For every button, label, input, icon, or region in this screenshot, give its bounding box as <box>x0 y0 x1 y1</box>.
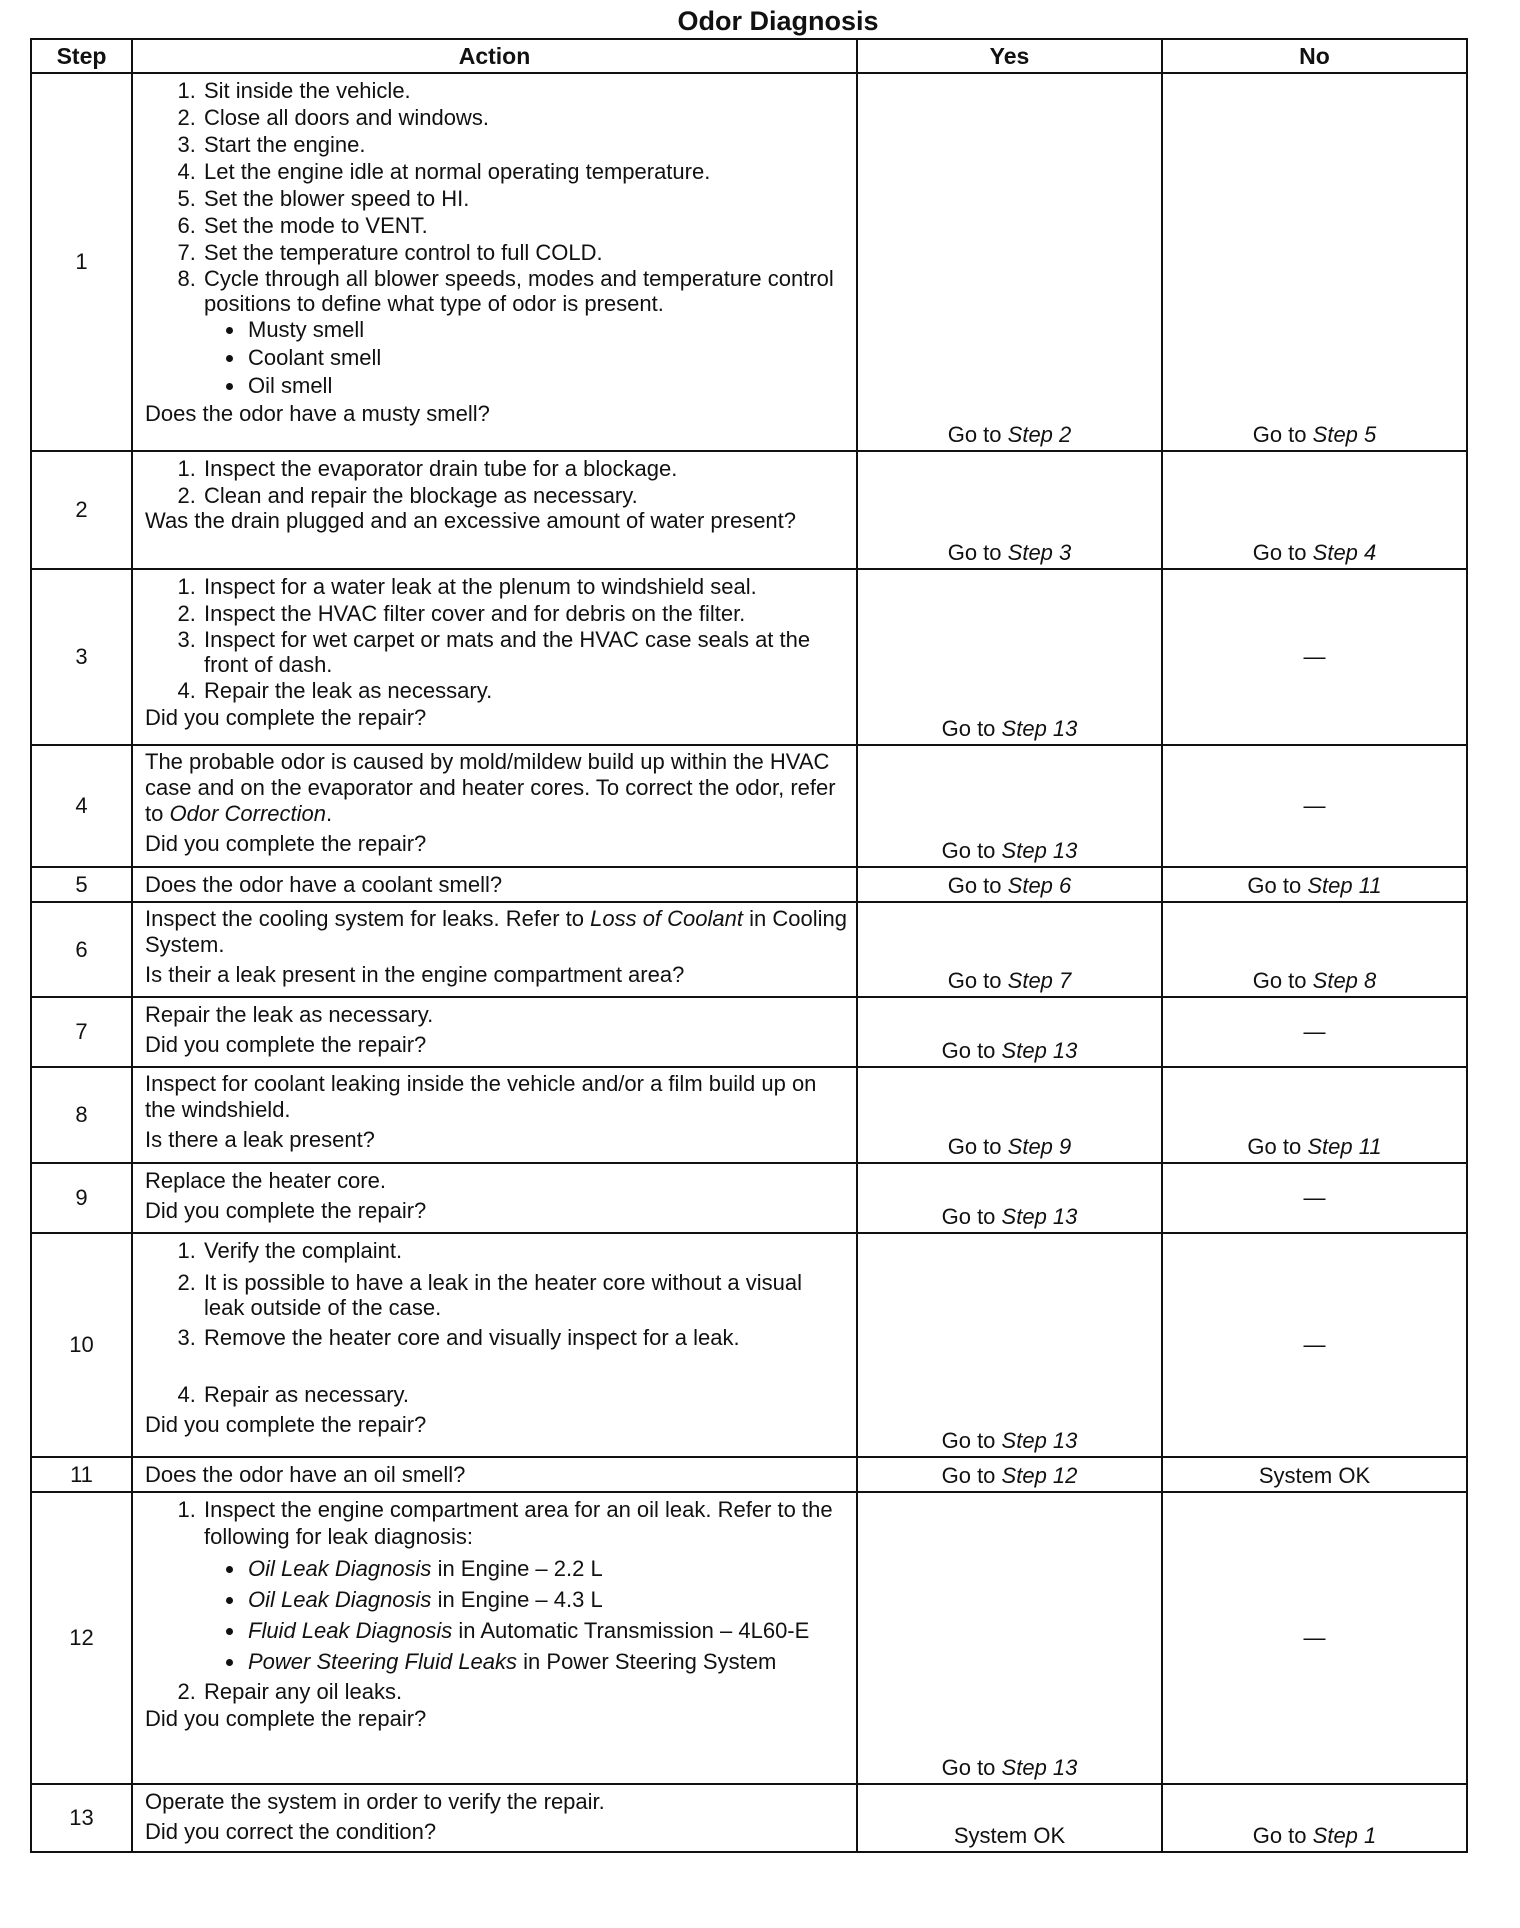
reference-link[interactable]: Odor Correction <box>169 801 326 826</box>
bullet-item <box>246 1556 848 1581</box>
question: Does the odor have a coolant smell? <box>145 872 503 897</box>
go-to-text: Go to <box>947 422 1002 447</box>
yes-cell: System OK <box>857 1784 1162 1852</box>
table-row <box>31 1784 1467 1852</box>
list-item: 2. Repair any oil leaks. <box>202 1678 848 1705</box>
step-link[interactable]: Step 8 <box>1312 968 1377 993</box>
list-item: 5. Set the blower speed to HI. <box>202 185 848 212</box>
go-to-text: Go to <box>947 968 1002 993</box>
list-item: 3. Start the engine. <box>202 131 848 158</box>
step-link[interactable]: Step 13 <box>1001 1204 1078 1229</box>
list-item: 2. Close all doors and windows. <box>202 104 848 131</box>
go-to-text: Go to <box>1252 968 1307 993</box>
yes-cell <box>857 1067 1162 1163</box>
list-item: 3. Remove the heater core and visually inspect for a leak. <box>202 1324 848 1351</box>
list-item: 4. Let the engine idle at normal operating temperature. <box>202 158 848 185</box>
bullet-item: • Musty smell <box>246 316 848 344</box>
reference-text: in Engine – 4.3 L <box>437 1587 603 1612</box>
yes-cell <box>857 451 1162 569</box>
step-number: 13 <box>31 1784 132 1852</box>
yes-cell <box>857 867 1162 902</box>
step-number: 6 <box>31 902 132 997</box>
table-row <box>31 73 1467 451</box>
step-number: 3 <box>31 569 132 745</box>
reference-list <box>204 1556 848 1674</box>
action-list <box>145 573 848 704</box>
instruction-body: The probable odor is caused by mold/mildew build up within the HVAC case and on the evaporator and heater cores. To correct the odor, refer to <box>145 749 836 826</box>
step-number: 9 <box>31 1163 132 1233</box>
list-item: 4. Repair the leak as necessary. <box>202 677 848 704</box>
list-item-text: Cycle through all blower speeds, modes and temperature control positions to define what type of odor is present. <box>204 266 834 316</box>
instruction-end: in Cooling System. <box>145 906 847 957</box>
action-cell <box>132 1233 857 1457</box>
reference-link[interactable]: Loss of Coolant <box>590 906 743 931</box>
bullet-item: • Oil smell <box>246 372 848 400</box>
list-item: 4. Repair as necessary. <box>202 1381 848 1408</box>
list-item: 2. Clean and repair the blockage as necessary. <box>202 482 848 509</box>
no-cell: — <box>1162 1233 1467 1457</box>
step-link[interactable]: Step 13 <box>1001 838 1078 863</box>
bullet-item: • Coolant smell <box>246 344 848 372</box>
list-item: 1. Sit inside the vehicle. <box>202 77 848 104</box>
table-row <box>31 451 1467 569</box>
step-link[interactable]: Step 13 <box>1001 1755 1078 1780</box>
step-link[interactable]: Step 2 <box>1007 422 1072 447</box>
header-yes: Yes <box>857 39 1162 73</box>
question: Did you correct the condition? <box>145 1819 437 1844</box>
step-link[interactable]: Step 1 <box>1312 1823 1377 1848</box>
instruction-text: Replace the heater core. <box>145 1168 386 1193</box>
no-cell: — <box>1162 1492 1467 1784</box>
reference-link[interactable]: Power Steering Fluid Leaks <box>248 1649 518 1674</box>
instruction-text <box>145 749 848 827</box>
header-step: Step <box>31 39 132 73</box>
action-cell <box>132 1163 857 1233</box>
no-cell: System OK <box>1162 1457 1467 1492</box>
reference-link[interactable]: Fluid Leak Diagnosis <box>248 1618 453 1643</box>
go-to-text: Go to <box>941 1428 996 1453</box>
question: Did you complete the repair? <box>145 831 427 856</box>
go-to-text: Go to <box>941 1204 996 1229</box>
instruction-text: Operate the system in order to verify the repair. <box>145 1789 605 1814</box>
go-to-text: Go to <box>1247 873 1302 898</box>
go-to-text: Go to <box>947 1134 1002 1159</box>
go-to-text: Go to <box>1252 1823 1307 1848</box>
step-link[interactable]: Step 4 <box>1312 540 1377 565</box>
go-to-text: Go to <box>947 873 1002 898</box>
go-to-text: Go to <box>941 1038 996 1063</box>
step-link[interactable]: Step 11 <box>1307 1134 1382 1159</box>
question: Does the odor have an oil smell? <box>145 1462 466 1487</box>
step-link[interactable]: Step 13 <box>1001 1428 1078 1453</box>
list-item: 1. Verify the complaint. <box>202 1237 848 1264</box>
reference-link[interactable]: Oil Leak Diagnosis <box>248 1587 432 1612</box>
no-cell <box>1162 1067 1467 1163</box>
list-item: 2. It is possible to have a leak in the heater core without a visual leak outside of the case. <box>202 1270 848 1320</box>
action-cell <box>132 1492 857 1784</box>
action-list <box>145 77 848 400</box>
action-cell <box>132 1067 857 1163</box>
step-number: 5 <box>31 867 132 902</box>
list-item <box>202 266 848 400</box>
question: Does the odor have a musty smell? <box>145 401 490 426</box>
step-link[interactable]: Step 12 <box>1001 1463 1078 1488</box>
reference-text: in Automatic Transmission – 4L60-E <box>458 1618 810 1643</box>
go-to-text: Go to <box>1247 1134 1302 1159</box>
document-page <box>30 4 1466 1853</box>
step-link[interactable]: Step 13 <box>1001 1038 1078 1063</box>
odor-types-list <box>204 316 848 400</box>
table-row <box>31 569 1467 745</box>
question: Is their a leak present in the engine compartment area? <box>145 962 685 987</box>
bullet-item <box>246 1649 848 1674</box>
action-list <box>145 1496 848 1705</box>
step-link[interactable]: Step 7 <box>1007 968 1072 993</box>
yes-cell <box>857 73 1162 451</box>
action-cell <box>132 867 857 902</box>
question: Did you complete the repair? <box>145 1706 427 1731</box>
table-row <box>31 745 1467 867</box>
step-number: 10 <box>31 1233 132 1457</box>
reference-link[interactable]: Oil Leak Diagnosis <box>248 1556 432 1581</box>
no-cell: — <box>1162 569 1467 745</box>
yes-cell <box>857 997 1162 1067</box>
yes-cell <box>857 902 1162 997</box>
list-item-text: Inspect the engine compartment area for an oil leak. Refer to the following for leak diagnosis: <box>204 1497 833 1549</box>
list-item: 7. Set the temperature control to full COLD. <box>202 239 848 266</box>
instruction-text <box>145 906 848 958</box>
instruction-text: Repair the leak as necessary. <box>145 1002 434 1027</box>
list-item: 3. Inspect for wet carpet or mats and the HVAC case seals at the front of dash. <box>202 627 848 677</box>
table-header-row <box>31 39 1467 73</box>
reference-text: in Engine – 2.2 L <box>437 1556 603 1581</box>
step-number: 2 <box>31 451 132 569</box>
go-to-text: Go to <box>941 1463 996 1488</box>
table-row <box>31 1163 1467 1233</box>
question: Was the drain plugged and an excessive amount of water present? <box>145 508 797 533</box>
question: Did you complete the repair? <box>145 1198 427 1223</box>
step-link[interactable]: Step 5 <box>1312 422 1377 447</box>
header-action: Action <box>132 39 857 73</box>
step-number: 12 <box>31 1492 132 1784</box>
no-cell: — <box>1162 997 1467 1067</box>
action-cell <box>132 73 857 451</box>
table-row <box>31 1233 1467 1457</box>
action-cell <box>132 1784 857 1852</box>
no-cell: — <box>1162 745 1467 867</box>
question: Is there a leak present? <box>145 1127 375 1152</box>
no-cell <box>1162 451 1467 569</box>
no-cell <box>1162 1784 1467 1852</box>
yes-cell <box>857 1492 1162 1784</box>
reference-text: in Power Steering System <box>523 1649 777 1674</box>
step-number: 8 <box>31 1067 132 1163</box>
bullet-item <box>246 1618 848 1643</box>
list-item: 1. Inspect the evaporator drain tube for a blockage. <box>202 455 848 482</box>
step-number: 1 <box>31 73 132 451</box>
instruction-end: . <box>326 801 333 826</box>
header-no: No <box>1162 39 1467 73</box>
no-cell <box>1162 73 1467 451</box>
list-item: 2. Inspect the HVAC filter cover and for debris on the filter. <box>202 600 848 627</box>
step-number: 4 <box>31 745 132 867</box>
go-to-text: Go to <box>941 716 996 741</box>
yes-cell <box>857 745 1162 867</box>
action-cell <box>132 451 857 569</box>
step-link[interactable]: Step 6 <box>1007 873 1072 898</box>
question: Did you complete the repair? <box>145 1032 427 1057</box>
go-to-text: Go to <box>941 1755 996 1780</box>
no-cell <box>1162 867 1467 902</box>
odor-diagnosis-table <box>30 38 1468 1853</box>
go-to-text: Go to <box>947 540 1002 565</box>
table-row <box>31 867 1467 902</box>
yes-cell <box>857 1233 1162 1457</box>
question: Did you complete the repair? <box>145 1412 427 1437</box>
action-cell <box>132 902 857 997</box>
action-list <box>145 455 848 509</box>
go-to-text: Go to <box>941 838 996 863</box>
question: Did you complete the repair? <box>145 705 427 730</box>
page-title: Odor Diagnosis <box>677 6 879 36</box>
step-link[interactable]: Step 9 <box>1007 1134 1072 1159</box>
go-to-text: Go to <box>1252 540 1307 565</box>
yes-cell <box>857 1163 1162 1233</box>
step-link[interactable]: Step 3 <box>1007 540 1072 565</box>
step-number: 7 <box>31 997 132 1067</box>
table-row <box>31 1457 1467 1492</box>
table-row <box>31 1067 1467 1163</box>
action-cell <box>132 1457 857 1492</box>
list-item <box>202 1496 848 1674</box>
instruction-text: Inspect for coolant leaking inside the vehicle and/or a film build up on the windshield. <box>145 1071 817 1122</box>
go-to-text: Go to <box>1252 422 1307 447</box>
list-item: 1. Inspect for a water leak at the plenum to windshield seal. <box>202 573 848 600</box>
no-cell <box>1162 902 1467 997</box>
yes-cell <box>857 1457 1162 1492</box>
no-cell: — <box>1162 1163 1467 1233</box>
instruction-body: Inspect the cooling system for leaks. Refer to <box>145 906 584 931</box>
list-item: 6. Set the mode to VENT. <box>202 212 848 239</box>
step-number: 11 <box>31 1457 132 1492</box>
action-cell <box>132 745 857 867</box>
table-row <box>31 902 1467 997</box>
bullet-item <box>246 1587 848 1612</box>
table-row <box>31 997 1467 1067</box>
yes-cell <box>857 569 1162 745</box>
action-cell <box>132 569 857 745</box>
table-row <box>31 1492 1467 1784</box>
step-link[interactable]: Step 11 <box>1307 873 1382 898</box>
action-list <box>145 1237 848 1408</box>
action-cell <box>132 997 857 1067</box>
step-link[interactable]: Step 13 <box>1001 716 1078 741</box>
